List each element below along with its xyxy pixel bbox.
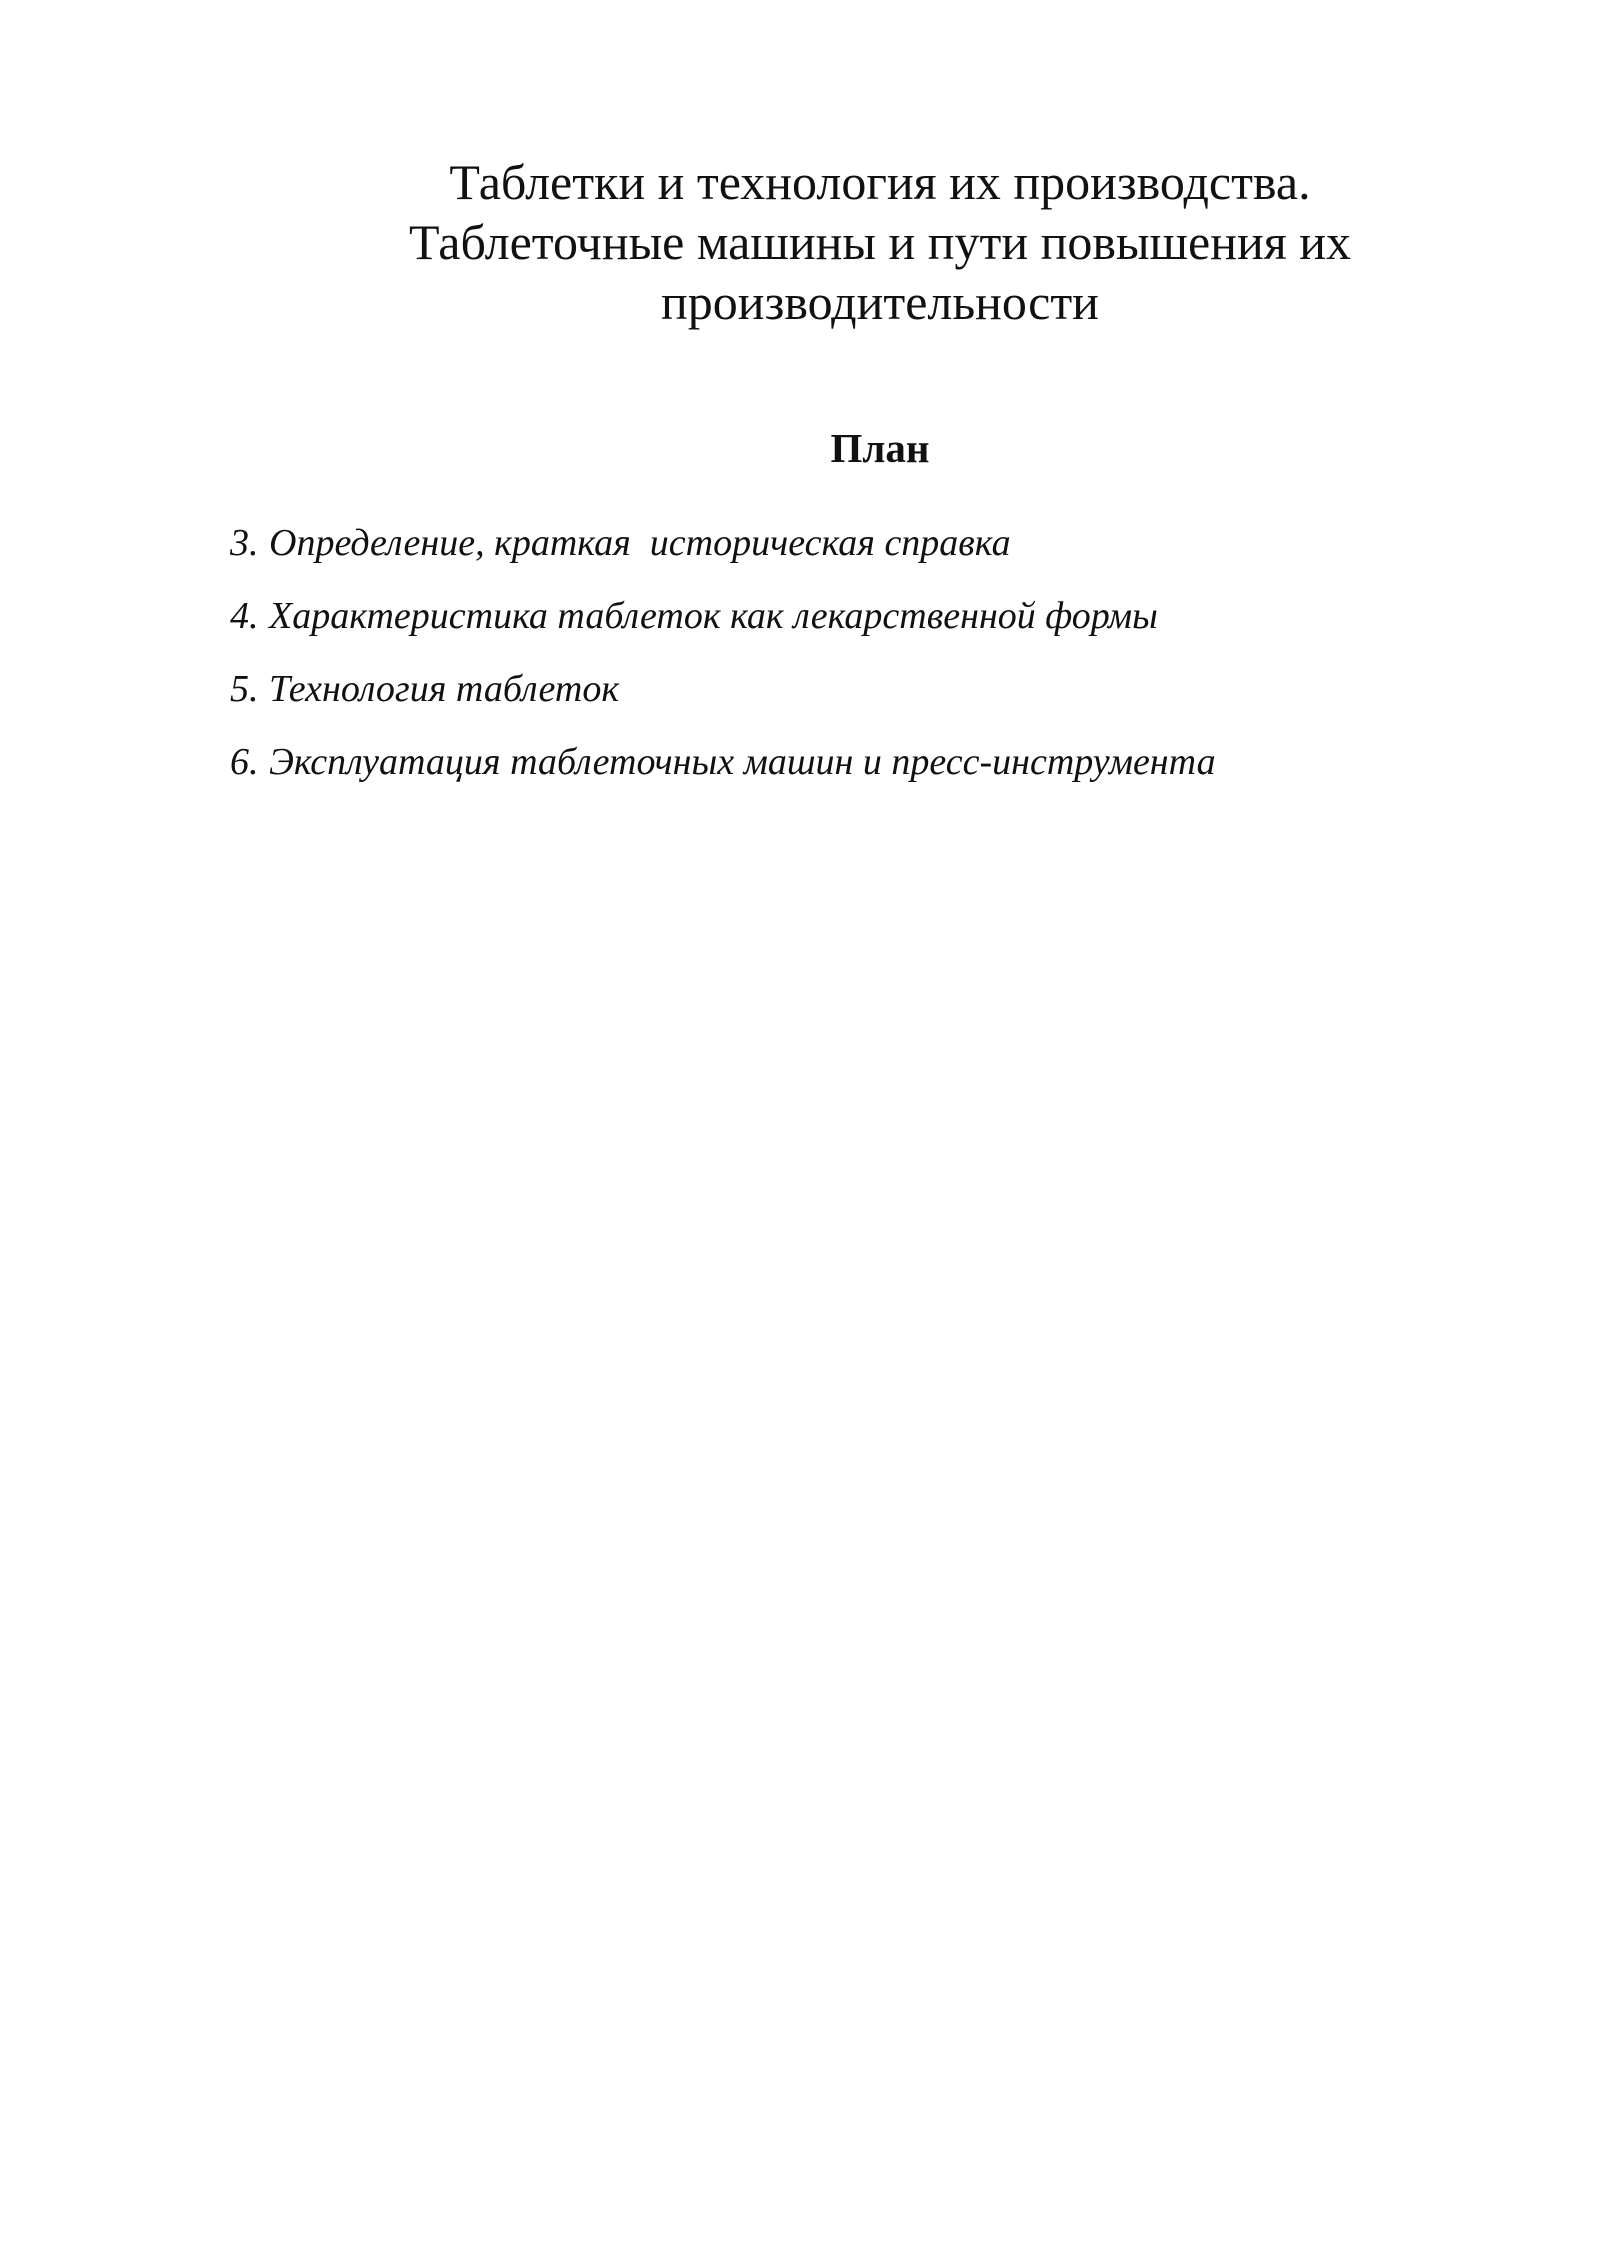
plan-item-text: Определение, краткая историческая справка (269, 522, 1011, 564)
plan-item-number: 6. (230, 741, 259, 783)
plan-item-number: 5. (230, 668, 259, 710)
plan-item-4 (230, 739, 1216, 812)
plan-item-text: Эксплуатация таблеточных машин и пресс-инструмента (269, 741, 1216, 783)
document-title (280, 152, 1480, 332)
plan-item-2 (230, 593, 1216, 666)
title-line-3: производительности (661, 274, 1099, 330)
plan-item-1 (230, 520, 1216, 593)
plan-item-number: 3. (230, 522, 259, 564)
plan-item-text: Технология таблеток (269, 668, 620, 710)
plan-list (230, 520, 1216, 812)
plan-item-number: 4. (230, 595, 259, 637)
plan-item-3 (230, 666, 1216, 739)
title-line-1: Таблетки и технология их производства. (449, 154, 1311, 210)
plan-item-text: Характеристика таблеток как лекарственной формы (269, 595, 1158, 637)
title-line-2: Таблеточные машины и пути повышения их (408, 214, 1352, 270)
plan-heading: План (830, 425, 930, 471)
